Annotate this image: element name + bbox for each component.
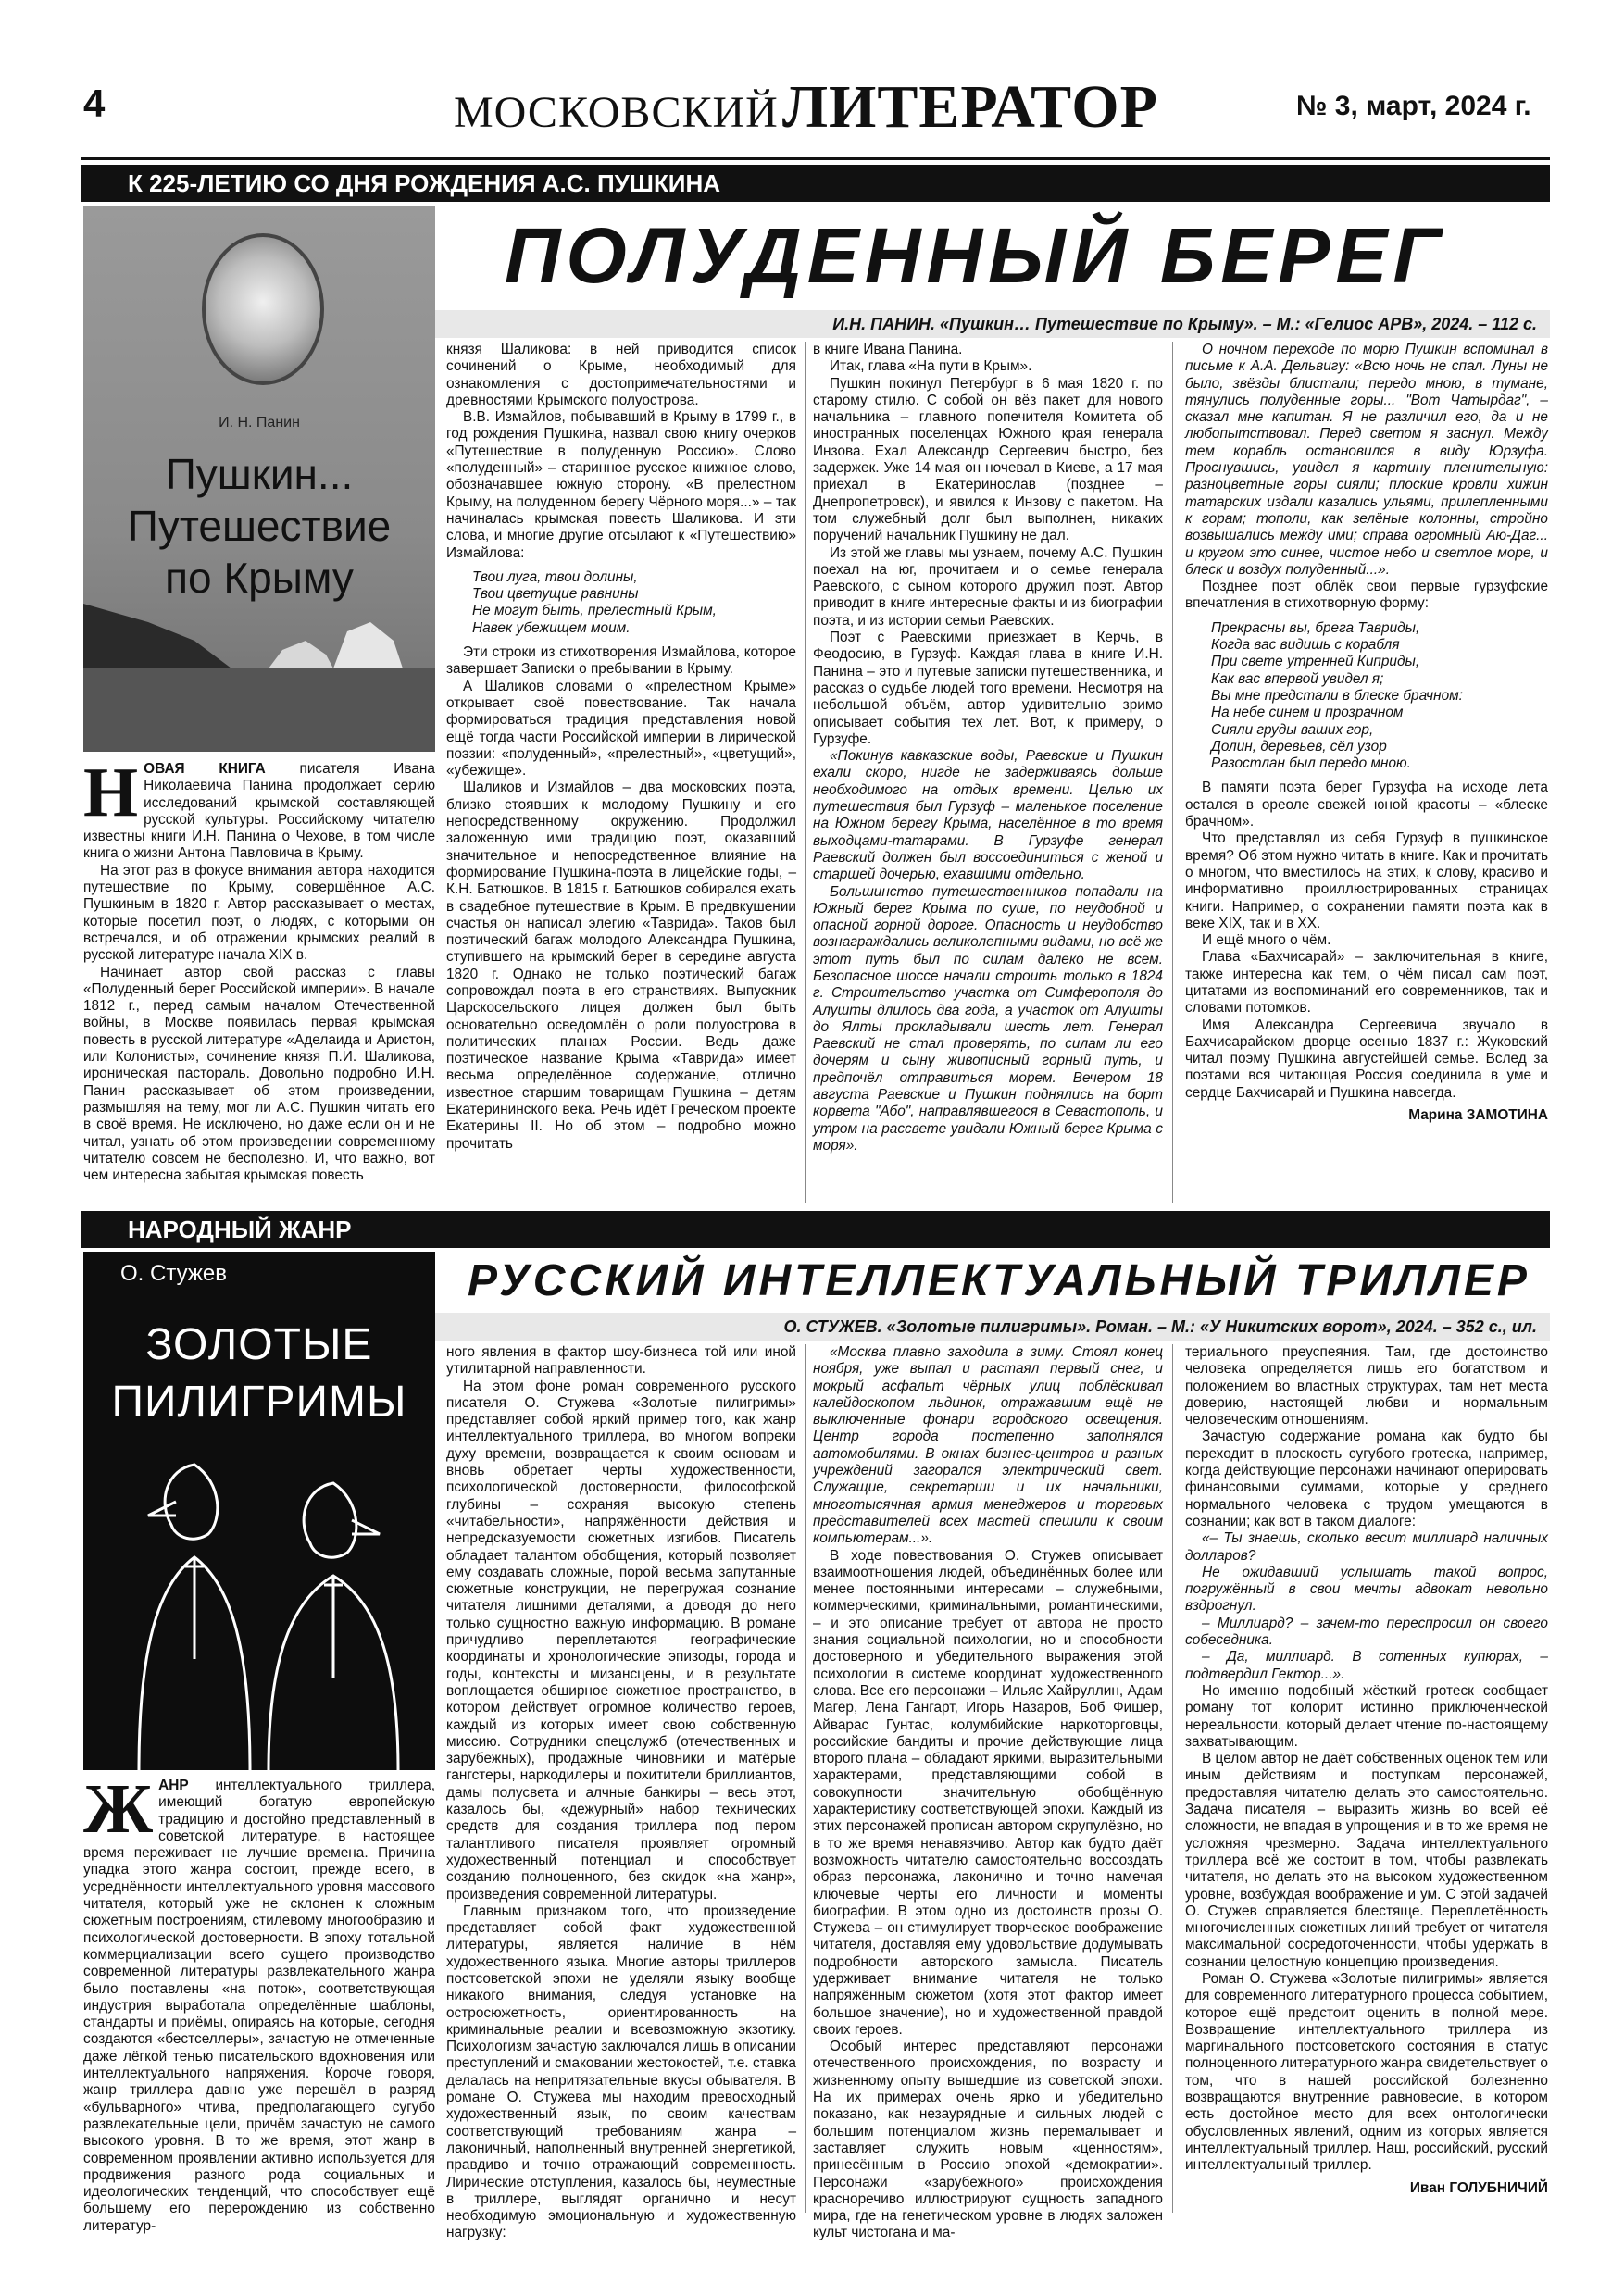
paragraph: ного явления в фактор шоу-бизнеса той или иной утилитарной направленности.: [446, 1344, 796, 1378]
paragraph: В памяти поэта берег Гурзуфа на исходе лета остался в ореоле свежей юной красоты – «блеске брачном».: [1185, 780, 1548, 830]
poem-line: Сияли груды ваших гор,: [1211, 721, 1374, 738]
cover-title: [83, 1316, 435, 1431]
quote-paragraph: – Миллиард? – зачем-то переспросил он своего собеседника.: [1185, 1615, 1548, 1649]
paragraph: На этот раз в фокусе внимания автора находится путешествие по Крыму, совершённое А.С. Пушкиным в 1820 г. Автор рассказывает о местах, которые посетил поэт, о людях, с которыми он встречался, и об отражении крымских реалий в русской литературе начала XIX в.: [83, 862, 435, 964]
article-column: [446, 1344, 796, 2241]
quote-paragraph: Большинство путешественников попадали на Южный берег Крыма по суше, по неудобной и опасной горной дороге. Опасность и неудобство вознаграждались великолепными видами, но всё же этот путь был по силам далеко не всем. Безопасное шоссе начали строить только в 1824 г. Строительство участка от Симферополя до Алушты длилось два года, а участок от Алушты до Ялты прокладывали шесть лет. Генерал Раевский не стал проверять, по силам ли его дочерям и сыну живописный горный путь, и предпочёл отправиться морем. Вечером 18 августа Раевские и Пушкин поднялись на борт корвета "Або", направлявшегося в Севастополь, и утром на рассвете увидали Южный берег Крыма с моря».: [813, 883, 1163, 1154]
paragraph: Поэт с Раевскими приезжает в Керчь, в Феодосию, в Гурзуф. Каждая глава в книге И.Н. Панина – это и путевые записки путешественника, и рассказ о судьбе людей того времени. Несмотря на небольшой объём, автор удивительно зримо описывает события тех лет. Вот, к примеру, о Гурзуфе.: [813, 630, 1163, 747]
paragraph: Роман О. Стужева «Золотые пилигримы» является для современного литературного процесса событием, которое ещё предстоит оценить в полной мере. Возвращение интеллектуального триллера из маргинального постсоветского состояния в статус полноценного литературного жанра свидетельствует о том, что в нашей российской болезненно возвращаются внутренние равновесие, в котором есть достойное место для всех онтологически обусловленных явлений, одним из которых является интеллектуальный триллер. Наш, российский, русский интеллектуальный триллер.: [1185, 1970, 1548, 2174]
column-rule: [1172, 342, 1173, 1203]
quote-paragraph: – Да, миллиард. В сотенных купюрах, – подтвердил Гектор...».: [1185, 1649, 1548, 1682]
article-column: [1185, 342, 1548, 1203]
drop-cap: Ж: [83, 1770, 154, 1848]
masthead-name-part1: МОСКОВСКИЙ: [454, 88, 779, 137]
poem: [472, 569, 796, 637]
column-rule: [1172, 1344, 1173, 2213]
article-column: [446, 342, 796, 1203]
cover-title-line: по Крыму: [165, 554, 354, 602]
cover-portrait: [202, 233, 324, 385]
paragraph: Эти строки из стихотворения Измайлова, которое завершает Записки о пребывании в Крыму.: [446, 644, 796, 678]
paragraph: князя Шаликова: в ней приводится список сочинений о Крыме, необходимый для ознакомления с достопримечательностями и древностями Крымского полуострова.: [446, 342, 796, 408]
cover-title-line: Путешествие: [127, 502, 392, 550]
paragraph: Шаликов и Измайлов – два московских поэта, близко стоявших к молодому Пушкину и его непосредственному окружению. Продолжил заложенную ими традицию поэт, оказавший значительное и непосредственное влияние на формирование Пушкина-поэта в лицейские годы, – К.Н. Батюшков. В 1815 г. Батюшков собирался ехать в свадебное путешествие в Крым. В предвкушении счастья он написал элегию «Таврида». Таков был поэтический багаж молодого Александра Пушкина, ступившего на крымский берег в середине августа 1820 г. Однако не только поэтический багаж сопровождал поэта в его странствиях. Выпускник Царскосельского лицея должен был быть основательно осведомлён о роли полуострова в политических планах России. Ведь даже поэтическое название Крыма «Таврида» имеет весьма определённое содержание, отлично известное старшим товарищам Пушкина – детям Екатерининского века. Речь идёт Греческом проекте Екатерины II. Но об этом – подробно можно прочитать: [446, 780, 796, 1152]
paragraph: А Шаликов словами о «прелестном Крыме» открывает своё повествование. Так начала формироваться традиция представления новой ещё тогда части Российской империи в лирической поэзии: «полуденный», «прелестный», «цветущий», «убежище».: [446, 678, 796, 780]
paragraph: В целом автор не даёт собственных оценок тем или иным действиям и поступкам персонажей, предоставляя читателю делать это самостоятельно. Задача писателя – выразить жизнь во всей её сложности, не впадая в упрощения и в то же время не усложняя чрезмерно. Задача интеллектуального триллера всё же состоит в том, чтобы развлекать читателя, но делать это на высоком художественном уровне, возбуждая воображение и ум. С этой задачей О. Стужев справляется блестяще. Переплетённость многочисленных сюжетных линий требует от читателя максимальной сосредоточенности, чтобы удержать в сознании целостную концепцию произведения.: [1185, 1751, 1548, 1970]
article-column: [813, 1344, 1163, 2241]
paragraph: Пушкин покинул Петербург в 6 мая 1820 г. по старому стилю. С собой он вёз пакет для нового начальника – главного попечителя Комитета об иностранных поселенцах Южного края генерала Инзова. Ехал Александр Сергеевич быстро, без задержек. Уже 14 мая он ночевал в Киеве, а 17 мая приехал в Екатеринослав (позднее – Днепропетровск), и явился к Инзову с пакетом. На том служебный долг был выполнен, никаких поручений начальник Пушкину не дал.: [813, 375, 1163, 544]
masthead-title: [454, 72, 1176, 156]
poem-line: Долин, деревьев, сёл узор: [1211, 738, 1387, 755]
cover-title-line: Пушкин...: [165, 450, 354, 498]
page-number: 4: [83, 81, 106, 125]
poem-line: Когда вас видишь с корабля: [1211, 637, 1400, 654]
poem-line: Навек убежищем моим.: [472, 619, 631, 636]
quote-paragraph: «Москва плавно заходила в зиму. Стоял конец ноября, уже выпал и растаял первый снег, и мокрый асфальт чёрных улиц поблёскивал калейдоскопом льдинок, отражавшим ещё не выключенные фонари городского освещения. Центр города постепенно заполнялся автомобилями. В окнах бизнес-центров и разных учреждений загорался электрический свет. Служащие, секретарши и их начальники, многотысячная армия менеджеров и торговых представителей всех мастей спешили к своим компьютерам...».: [813, 1344, 1163, 1547]
paragraph: в книге Ивана Панина.: [813, 342, 963, 357]
author-signature: Иван ГОЛУБНИЧИЙ: [1409, 2179, 1548, 2196]
paragraph: Что представлял из себя Гурзуф в пушкинское время? Об этом нужно читать в книге. Как и прочитать о многом, что вместилось на этих, к слову, красиво и информативно проиллюстрированных страницах книги. Например, о сохранении памяти поэта как в веке XIX, так и в XX.: [1185, 830, 1548, 931]
paragraph: Имя Александра Сергеевича звучало в Бахчисарайском дворце осенью 1837 г.: Жуковский читал поэму Пушкина августейшей семье. Вслед за поэтами вся читающая Россия соединила в уме и сердце Бахчисарай и Пушкина навсегда.: [1185, 1017, 1548, 1101]
author-signature: Марина ЗАМОТИНА: [1408, 1107, 1548, 1124]
masthead-name-part2: ЛИТЕРАТОР: [781, 73, 1158, 141]
paragraph: И ещё много о чём.: [1202, 932, 1331, 949]
column-rule: [805, 1344, 806, 2213]
book-cover: [83, 1252, 435, 1770]
cover-author: И. Н. Панин: [219, 415, 300, 430]
headline: РУССКИЙ ИНТЕЛЛЕКТУАЛЬНЫЙ ТРИЛЛЕР: [468, 1256, 1530, 1305]
paragraph: Итак, глава «На пути в Крым».: [830, 358, 1032, 375]
headline: ПОЛУДЕННЫЙ БЕРЕГ: [505, 212, 1446, 299]
lead-words: АНР: [158, 1778, 189, 1793]
paragraph: В ходе повествования О. Стужев описывает взаимоотношения людей, объединённых более или менее постоянными интересами – служебными, коммерческими, криминальными, романтическими, – и это описание требует от автора не просто знания социальной психологии, но и способности достоверного и убедительного выражения этой психологии в системе координат художественного слова. Все его персонажи – Ильяс Хайруллин, Адам Магер, Лена Гангарт, Игорь Назаров, Боб Фишер, Айварас Гунтас, колумбийские наркоторговцы, российские бандиты и прочие действующие лица второго плана – обладают яркими, выразительными характерами, представляющими собой в совокупности значительную обобщённую характеристику соответствующей эпохи. Каждый из этих персонажей прописан автором скрупулёзно, но в то же время ненавязчиво. Автор как будто даёт возможность читателю самостоятельно воссоздать образ персонажа, лаконично и точно намечая ключевые черты его личности и моменты биографии. В этом одно из достоинств прозы О. Стужева – он стимулирует творческое воображение читателя, доставляя ему удовольствие додумывать подробности авторского замысла. Писатель удерживает внимание читателя не только напряжённым сюжетом (хотя этот фактор имеет большое значение), но и художественной правдой своих героев.: [813, 1547, 1163, 2038]
quote-paragraph: «Покинув кавказские воды, Раевские и Пушкин ехали скоро, нигде не задерживаясь дольше необходимого на отдых времени. Целью их путешествия был Гурзуф – маленькое поселение на Южном берегу Крыма, населённое в то время выходцами-татарами. В Гурзуфе генерал Раевский должен был воссоединиться с женой и старшей дочерью, ехавшими отдельно.: [813, 748, 1163, 883]
paragraph: Зачастую содержание романа как будто бы переходит в плоскость сугубого гротеска, например, когда действующие персонажи начинают оперировать финансовыми суммами, которые у среднего нормального человека с трудом умещаются в сознании; как вот в таком диалоге:: [1185, 1429, 1548, 1529]
cover-rocks: [83, 585, 435, 752]
paragraph: Позднее поэт облёк свои первые гурзуфские впечатления в стихотворную форму:: [1185, 579, 1548, 612]
masthead-rule: [81, 157, 1550, 160]
article-column: [83, 1770, 435, 2234]
quote-paragraph: Не ожидавший услышать такой вопрос, погружённый в свои мечты адвокат невольно вздрогнул.: [1185, 1564, 1548, 1615]
paragraph: териального преуспеяния. Там, где достоинство человека определяется лишь его богатством и положением во властных структурах, там нет места доверию, настоящей любви и нормальным человеческим отношениям.: [1185, 1344, 1548, 1429]
paragraph: В.В. Измайлов, побывавший в Крыму в 1799 г., в год рождения Пушкина, назвал свою книгу очерков «Путешествие в полуденную Россию». Слово «полуденный» – старинное русское книжное слово, обозначавшее южную сторону. «В прелестном Крыму, на полуденном берегу Чёрного моря...» – так начиналась крымская повесть Шаликова. И эти слова, и многие другие отсылают к «Путешествию» Измайлова:: [446, 409, 796, 561]
citation: И.Н. ПАНИН. «Пушкин… Путешествие по Крыму». – М.: «Гелиос АРВ», 2024. – 112 с.: [435, 310, 1550, 338]
quote-paragraph: «– Ты знаешь, сколько весит миллиард наличных долларов?: [1185, 1530, 1548, 1564]
paragraph: Но именно подобный жёсткий гротеск сообщает роману тот колорит истинно приключенческой нереальности, который делает чтение по-настоящему захватывающим.: [1185, 1682, 1548, 1750]
article-column: [83, 754, 435, 1204]
poem-line: Вы мне предстали в блеске брачном:: [1211, 687, 1463, 704]
issue-info: № 3, март, 2024 г.: [1296, 91, 1531, 121]
article-column: [813, 342, 1163, 1203]
paragraph: Особый интерес представляют персонажи отечественного происхождения, по возрасту и жизненному опыту вышедшие из советской эпохи. На их примерах очень ярко и убедительно показано, как незаурядные и сильных людей с большим потенциалом жизнь перемалывает и заставляет служить новым «ценностям», принесённым в Россию эпохой «демократии». Персонажи «зарубежного» происхождения красноречиво иллюстрируют сущность западного мира, где на генетическом уровне в людях заложен культ чистогана и ма-: [813, 2039, 1163, 2241]
paragraph: Главным признаком того, что произведение представляет собой факт художественной литературы, является наличие в нём художественного языка. Многие авторы триллеров постсоветской эпохи не уделяли языку вообще никакого внимания, следуя установке на остросюжетность, ориентированность на криминальные реалии и всевозможную экзотику. Психологизм зачастую заключался лишь в описании преступлений и смаковании жестокостей, т.е. ставка делалась на непритязательные вкусы обывателя. В романе О. Стужева мы находим превосходный художественный язык, по своим качествам соответствующий требованиям жанра – лаконичный, наполненный внутренней энергетикой, правдиво и точно отражающий современность. Лирические отступления, казалось бы, неуместные в триллере, выглядят органично и несут необходимую эмоциональную и художественную нагрузку:: [446, 1903, 796, 2241]
cover-author: О. Стужев: [120, 1261, 228, 1286]
paragraph: На этом фоне роман современного русского писателя О. Стужева «Золотые пилигримы» представляет собой яркий пример того, как жанр интеллектуального триллера, во многом вопреки духу времени, возвращается к своим основам и вновь обретает черты художественности, психологической достоверности, философской глубины – сохраняя высокую степень «читабельности», напряжённости действия и непредсказуемости сюжетных изгибов. Писатель обладает талантом обобщения, который позволяет ему создавать сложные, порой весьма запутанные сюжетные конструкции, не перегружая сознание читателя лишними деталями, а доводя до него только сущностно важную информацию. В романе причудливо переплетаются географические координаты и хронологические эпизоды, города и годы, контексты и мизансцены, и в результате воплощается обширное сюжетное пространство, в котором действует огромное количество героев, каждый из которых имеет свою собственную миссию. Сотрудники спецслужб (отечественных и зарубежных), продажные чиновники и матёрые гангстеры, наркодилеры и похитители бриллиантов, дамы полусвета и алчные банкиры – весь этот, казалось бы, «дежурный» набор технических средств для создания триллера под пером талантливого писателя проявляет огромный художественный потенциал и способствует созданию полноценного, без скидок «на жанр», произведения современной литературы.: [446, 1378, 796, 1903]
citation: О. СТУЖЕВ. «Золотые пилигримы». Роман. – М.: «У Никитских ворот», 2024. – 352 с., ил.: [435, 1313, 1550, 1341]
cover-title: [83, 448, 435, 604]
paragraph: Из этой же главы мы узнаем, почему А.С. Пушкин поехал на юг, прочитаем и о семье генерала Раевского, с сыном которого дружил поэт. Автор приводит в книге интересные факты и из биографии поэта, и из истории семьи Раевских.: [813, 544, 1163, 629]
poem-line: При свете утренней Киприды,: [1211, 654, 1420, 670]
poem-line: Как вас впервой увидел я;: [1211, 670, 1384, 687]
poem-line: Разостлан был передо мною.: [1211, 755, 1411, 772]
paragraph: Начинает автор свой рассказ с главы «Полуденный берег Российской империи». В начале 1812 г., перед самым началом Отечественной войны, в Москве появилась первая крымская повесть в русской литературе «Аделаида и Аристон, или Колонисты», сочинение князя П.И. Шаликова, ироническая пастораль. Довольно подробно И.Н. Панин рассказывает об этом произведении, размышляя на тему, мог ли А.С. Пушкин читать его в своё время. Не исключено, но даже если он и не читал, узнать об этом произведении современному читателю совсем не бесполезно. И, что важно, вот чем интересна забытая крымская повесть: [83, 964, 435, 1184]
poem-line: Твои луга, твои долины,: [472, 568, 638, 585]
paragraph: интеллектуального триллера, имеющий богатую европейскую традицию и достойно представленный в советской литературе, в настоящее время переживает не лучшие времена. Причина упадка этого жанра состоит, прежде всего, в усреднённости интеллектуального уровня массового читателя, который уже не склонен к сложным сюжетным построениям, стилевому многообразию и психологической достоверности. В эпоху тотальной коммерциализации всего сущего производство современной литературы развлекательного жанра было поставлены «на поток», соответствующая индустрия выработала определённые шаблоны, стандарты и приёмы, опираясь на которые, сегодня создаются «бестселлеры», зачастую не отмеченные даже лёгкой тенью писательского вдохновения или интеллектуального напряжения. Короче говоря, жанр триллера давно уже перешёл в разряд «бульварного» чтива, предполагающего сугубо развлекательные цели, причём зачастую не самого высокого уровня. В то же время, этот жанр в современном проявлении активно используется для продвижения разного рода социальных и идеологических тенденций, что способствует ещё большему его перерождению из собственно литератур-: [83, 1778, 435, 2234]
rubric-band: К 225-ЛЕТИЮ СО ДНЯ РОЖДЕНИЯ А.С. ПУШКИНА: [81, 165, 1550, 202]
column-rule: [805, 342, 806, 1203]
poem-line: На небе синем и прозрачном: [1211, 705, 1404, 721]
poem-line: Прекрасны вы, брега Тавриды,: [1211, 619, 1420, 636]
paragraph: писателя Ивана Николаевича Панина продолжает серию исследований крымской составляющей русской культуры. Российскому читателю известны книги И.Н. Панина о Чехове, в том числе книга о жизни Антона Павловича в Крыму.: [83, 761, 435, 862]
rubric-band: НАРОДНЫЙ ЖАНР: [81, 1211, 1550, 1248]
paragraph: Глава «Бахчисарай» – заключительная в книге, также интересна как тем, о чём писал сам поэт, цитатами из воспоминаний его современников, так и словами потомков.: [1185, 949, 1548, 1017]
cover-illustration: [83, 1446, 435, 1770]
article-column: [1185, 1344, 1548, 2213]
paragraph: О ночном переходе по морю Пушкин вспоминал в письме к А.А. Дельвигу: «Всю ночь не спал. Луны не было, звёзды блистали; передо мною, в тумане, тянулись полуденные горы... "Вот Чатырдаг", – сказал мне капитан. Я не различил его, да и не любопытствовал. Перед светом я заснул. Между тем корабль остановился в виду Юрзуфа. Проснувшись, увидел я картину пленительную: разноцветные горы сияли; плоские кровли хижин татарских издали казались ульями, прилепленными к горам; тополи, как зелёные колонны, стройно возвышались между ими; справа огромный Аю-Даг... и кругом это синее, чистое небо и светлое море, и блеск и воздух полуденный...».: [1185, 342, 1548, 578]
poem-line: Не могут быть, прелестный Крым,: [472, 603, 717, 619]
book-cover: [83, 206, 435, 752]
lead-words: ОВАЯ КНИГА: [144, 761, 266, 777]
drop-cap: Н: [83, 754, 139, 831]
poem: [1211, 620, 1548, 773]
poem-line: Твои цветущие равнины: [472, 586, 639, 603]
cover-title-line: ЗОЛОТЫЕ: [145, 1320, 373, 1369]
cover-title-line: ПИЛИГРИМЫ: [111, 1378, 407, 1427]
